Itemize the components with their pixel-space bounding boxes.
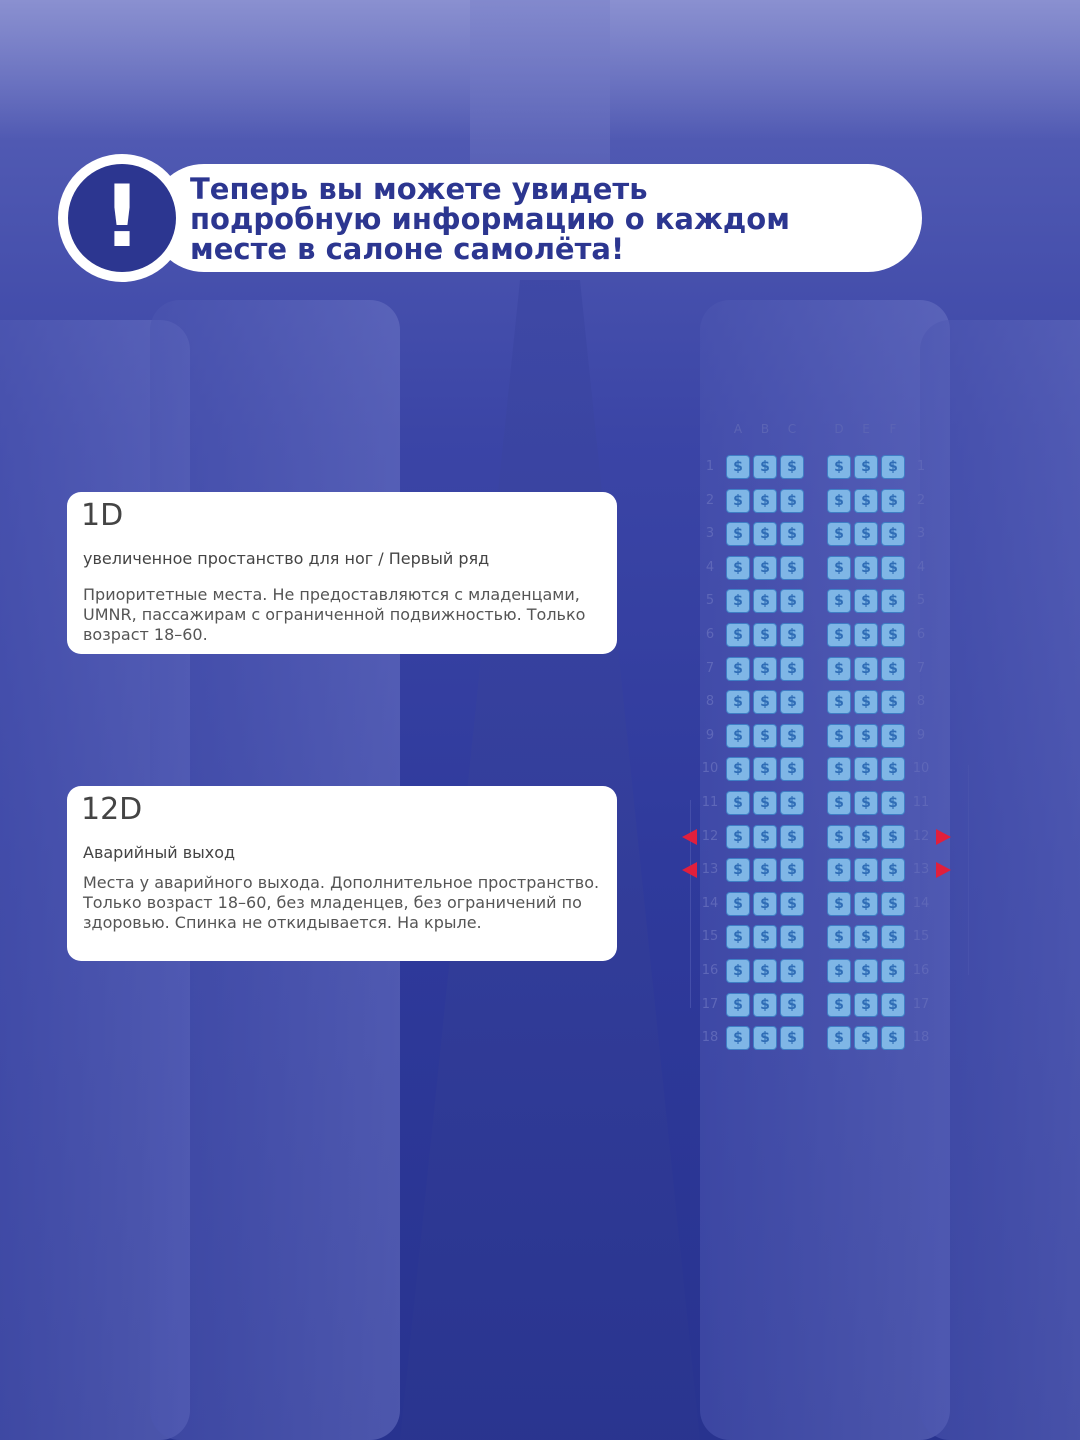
- row-number: 5: [916, 593, 926, 609]
- seat-3D[interactable]: $: [827, 522, 851, 546]
- row-number: 4: [916, 559, 926, 575]
- seat-6D[interactable]: $: [827, 623, 851, 647]
- seat-8B[interactable]: $: [753, 690, 777, 714]
- seat-5B[interactable]: $: [753, 589, 777, 613]
- seat-5F[interactable]: $: [881, 589, 905, 613]
- row-number: 4: [705, 559, 715, 575]
- seat-13A[interactable]: $: [726, 858, 750, 882]
- seat-14B[interactable]: $: [753, 892, 777, 916]
- row-number: 7: [916, 660, 926, 676]
- seat-2C[interactable]: $: [780, 489, 804, 513]
- seat-17D[interactable]: $: [827, 993, 851, 1017]
- seat-17A[interactable]: $: [726, 993, 750, 1017]
- exit-arrow-right-icon: [936, 829, 951, 845]
- row-number: 10: [912, 761, 930, 777]
- seat-2D[interactable]: $: [827, 489, 851, 513]
- row-number: 1: [916, 459, 926, 474]
- seat-16E[interactable]: $: [854, 959, 878, 983]
- seat-7D[interactable]: $: [827, 657, 851, 681]
- exclamation-icon: !: [68, 164, 176, 272]
- seat-1E[interactable]: $: [854, 455, 878, 479]
- seat-6B[interactable]: $: [753, 623, 777, 647]
- row-number: 9: [705, 727, 715, 743]
- seat-7F[interactable]: $: [881, 657, 905, 681]
- row-number: 10: [701, 761, 719, 777]
- row-number: 17: [912, 996, 930, 1012]
- seat-6A[interactable]: $: [726, 623, 750, 647]
- seat-5C[interactable]: $: [780, 589, 804, 613]
- seat-18E[interactable]: $: [854, 1026, 878, 1050]
- banner-line-1: Теперь вы можете увидеть: [190, 172, 648, 206]
- seat-14C[interactable]: $: [780, 892, 804, 916]
- seat-code: 12D: [81, 792, 143, 827]
- seat-14A[interactable]: $: [726, 892, 750, 916]
- row-number: 13: [701, 862, 719, 878]
- row-number: 13: [912, 862, 930, 878]
- row-number: 18: [912, 1030, 930, 1046]
- fuselage-outline-right: [968, 765, 969, 975]
- row-number: 6: [916, 627, 926, 642]
- row-number: 6: [705, 627, 715, 642]
- seat-1C[interactable]: $: [780, 455, 804, 479]
- seat-6C[interactable]: $: [780, 623, 804, 647]
- seat-info-card: [67, 786, 617, 961]
- seat-12E[interactable]: $: [854, 825, 878, 849]
- seat-8C[interactable]: $: [780, 690, 804, 714]
- seat-9E[interactable]: $: [854, 724, 878, 748]
- seat-16D[interactable]: $: [827, 959, 851, 983]
- seat-column-label: B: [760, 422, 770, 436]
- seat-3E[interactable]: $: [854, 522, 878, 546]
- seat-16F[interactable]: $: [881, 959, 905, 983]
- seat-16A[interactable]: $: [726, 959, 750, 983]
- seat-9B[interactable]: $: [753, 724, 777, 748]
- seat-1A[interactable]: $: [726, 455, 750, 479]
- seat-18C[interactable]: $: [780, 1026, 804, 1050]
- seat-9C[interactable]: $: [780, 724, 804, 748]
- seat-4E[interactable]: $: [854, 556, 878, 580]
- seat-9D[interactable]: $: [827, 724, 851, 748]
- seat-7B[interactable]: $: [753, 657, 777, 681]
- row-number: 15: [912, 929, 930, 945]
- row-number: 1: [705, 459, 715, 474]
- seat-12C[interactable]: $: [780, 825, 804, 849]
- exit-arrow-left-icon: [682, 862, 697, 878]
- row-number: 11: [912, 795, 930, 810]
- seat-18B[interactable]: $: [753, 1026, 777, 1050]
- seat-14D[interactable]: $: [827, 892, 851, 916]
- seat-column-label: D: [834, 422, 844, 436]
- row-number: 7: [705, 660, 715, 676]
- seat-17F[interactable]: $: [881, 993, 905, 1017]
- banner-line-3: месте в салоне самолёта!: [190, 232, 625, 266]
- seat-column-label: F: [889, 422, 897, 436]
- seat-7E[interactable]: $: [854, 657, 878, 681]
- seat-8D[interactable]: $: [827, 690, 851, 714]
- seat-13B[interactable]: $: [753, 858, 777, 882]
- seat-12F[interactable]: $: [881, 825, 905, 849]
- row-number: 14: [912, 895, 930, 911]
- seat-5A[interactable]: $: [726, 589, 750, 613]
- row-number: 11: [701, 795, 719, 810]
- banner-line-2: подробную информацию о каждом: [190, 202, 790, 236]
- row-number: 8: [916, 694, 926, 710]
- seat-13D[interactable]: $: [827, 858, 851, 882]
- row-number: 12: [701, 828, 719, 844]
- seat-16C[interactable]: $: [780, 959, 804, 983]
- row-number: 12: [912, 828, 930, 844]
- seat-column-label: A: [733, 422, 743, 436]
- seat-8E[interactable]: $: [854, 690, 878, 714]
- row-number: 3: [705, 526, 715, 542]
- row-number: 16: [912, 963, 930, 978]
- seat-10E[interactable]: $: [854, 757, 878, 781]
- seat-13E[interactable]: $: [854, 858, 878, 882]
- seat-17C[interactable]: $: [780, 993, 804, 1017]
- exit-arrow-left-icon: [682, 829, 697, 845]
- seat-11D[interactable]: $: [827, 791, 851, 815]
- seat-11C[interactable]: $: [780, 791, 804, 815]
- seat-2B[interactable]: $: [753, 489, 777, 513]
- seat-map: [690, 420, 970, 1060]
- seat-17B[interactable]: $: [753, 993, 777, 1017]
- seat-8F[interactable]: $: [881, 690, 905, 714]
- seat-code: 1D: [81, 498, 124, 533]
- seat-12B[interactable]: $: [753, 825, 777, 849]
- seat-2E[interactable]: $: [854, 489, 878, 513]
- seat-3A[interactable]: $: [726, 522, 750, 546]
- seat-9F[interactable]: $: [881, 724, 905, 748]
- seat-category: увеличенное простанство для ног / Первый ряд: [83, 549, 490, 568]
- seat-13F[interactable]: $: [881, 858, 905, 882]
- seat-6F[interactable]: $: [881, 623, 905, 647]
- seat-15A[interactable]: $: [726, 925, 750, 949]
- seat-18D[interactable]: $: [827, 1026, 851, 1050]
- row-number: 5: [705, 593, 715, 609]
- seat-5D[interactable]: $: [827, 589, 851, 613]
- seat-11E[interactable]: $: [854, 791, 878, 815]
- seat-4A[interactable]: $: [726, 556, 750, 580]
- seat-7C[interactable]: $: [780, 657, 804, 681]
- seat-info-card: [67, 492, 617, 654]
- seat-3B[interactable]: $: [753, 522, 777, 546]
- seat-14F[interactable]: $: [881, 892, 905, 916]
- seat-18A[interactable]: $: [726, 1026, 750, 1050]
- seat-10D[interactable]: $: [827, 757, 851, 781]
- seat-15F[interactable]: $: [881, 925, 905, 949]
- seat-13C[interactable]: $: [780, 858, 804, 882]
- seat-4B[interactable]: $: [753, 556, 777, 580]
- row-number: 17: [701, 996, 719, 1012]
- row-number: 18: [701, 1030, 719, 1046]
- seat-5E[interactable]: $: [854, 589, 878, 613]
- banner-headline: [190, 174, 890, 264]
- seat-10C[interactable]: $: [780, 757, 804, 781]
- seat-1F[interactable]: $: [881, 455, 905, 479]
- seat-1D[interactable]: $: [827, 455, 851, 479]
- seat-12A[interactable]: $: [726, 825, 750, 849]
- seat-15C[interactable]: $: [780, 925, 804, 949]
- row-number: 2: [916, 492, 926, 508]
- seat-15D[interactable]: $: [827, 925, 851, 949]
- seat-category: Аварийный выход: [83, 843, 236, 862]
- row-number: 3: [916, 526, 926, 542]
- seat-11B[interactable]: $: [753, 791, 777, 815]
- seat-description: Приоритетные места. Не предоставляются с младенцами, UMNR, пассажирам с ограниченной подвижностью. Только возраст 18–60.: [83, 585, 586, 644]
- seat-3C[interactable]: $: [780, 522, 804, 546]
- seat-description: Места у аварийного выхода. Дополнительное пространство. Только возраст 18–60, без младенцев, без ограничений по здоровью. Спинка не откидывается. На крыле.: [83, 873, 600, 932]
- row-number: 14: [701, 895, 719, 911]
- row-number: 2: [705, 492, 715, 508]
- seat-12D[interactable]: $: [827, 825, 851, 849]
- seat-14E[interactable]: $: [854, 892, 878, 916]
- seat-18F[interactable]: $: [881, 1026, 905, 1050]
- seat-7A[interactable]: $: [726, 657, 750, 681]
- row-number: 9: [916, 727, 926, 743]
- seat-10A[interactable]: $: [726, 757, 750, 781]
- seat-4D[interactable]: $: [827, 556, 851, 580]
- seat-16B[interactable]: $: [753, 959, 777, 983]
- seat-4F[interactable]: $: [881, 556, 905, 580]
- row-number: 15: [701, 929, 719, 945]
- row-number: 16: [701, 963, 719, 978]
- seat-15B[interactable]: $: [753, 925, 777, 949]
- seat-column-label: E: [862, 422, 870, 436]
- seat-2F[interactable]: $: [881, 489, 905, 513]
- seat-17E[interactable]: $: [854, 993, 878, 1017]
- seat-10B[interactable]: $: [753, 757, 777, 781]
- seat-3F[interactable]: $: [881, 522, 905, 546]
- seat-2A[interactable]: $: [726, 489, 750, 513]
- exit-arrow-right-icon: [936, 862, 951, 878]
- seat-8A[interactable]: $: [726, 690, 750, 714]
- seat-9A[interactable]: $: [726, 724, 750, 748]
- seat-6E[interactable]: $: [854, 623, 878, 647]
- seat-1B[interactable]: $: [753, 455, 777, 479]
- row-number: 8: [705, 694, 715, 710]
- seat-10F[interactable]: $: [881, 757, 905, 781]
- seat-11F[interactable]: $: [881, 791, 905, 815]
- seat-11A[interactable]: $: [726, 791, 750, 815]
- seat-column-label: C: [787, 422, 797, 436]
- seat-15E[interactable]: $: [854, 925, 878, 949]
- seat-4C[interactable]: $: [780, 556, 804, 580]
